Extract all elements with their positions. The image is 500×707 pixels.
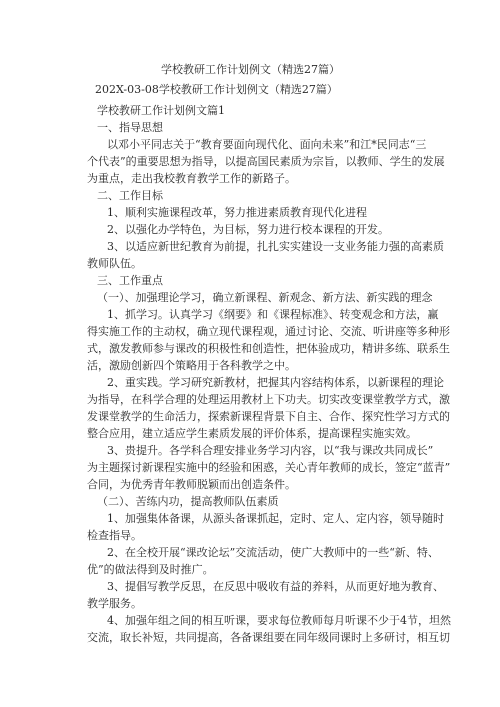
text-line: 教师队伍。: [87, 257, 142, 270]
text-line: 个代表”的重要思想为指导，以提高国民素质为宗旨，以教师、学生的发展: [87, 155, 445, 168]
document-title: 学校教研工作计划例文（精选27篇）: [161, 63, 340, 76]
text-line: 检查指导。: [87, 529, 142, 542]
text-line: 三、工作重点: [97, 274, 163, 287]
text-line: 2、以强化办学特色，为目标，努力进行校本课程的开发。: [107, 223, 389, 236]
text-line: 式，激发教师参与课改的积极性和创造性，把体验成功，精讲多练、联系生: [87, 342, 450, 355]
text-line: 1、顺利实施课程改革，努力推进素质教育现代化进程: [107, 206, 367, 219]
text-line: 4、加强年组之间的相互听课，要求每位教师每月听课不少于4节，坦然: [107, 614, 451, 627]
text-line: （二）、苦练内功，提高教师队伍素质: [97, 495, 279, 508]
text-line: 得实施工作的主动权，确立现代课程观，通过讨论、交流、听讲座等多种形: [87, 325, 450, 338]
text-line: 2、重实践。学习研究新教材，把握其内容结构体系，以新课程的理论: [107, 376, 444, 389]
document-body: [87, 102, 451, 646]
text-line: 学校教研工作计划例文篇1: [97, 104, 225, 117]
text-line: 3、贵提升。各学科合理安排业务学习内容，以“我与课改共同成长”: [107, 444, 434, 457]
text-line: （一）、加强理论学习，确立新课程、新观念、新方法、新实践的理念: [97, 291, 433, 304]
text-line: 1、加强集体备课，从源头备课抓起，定时、定人、定内容，领导随时: [107, 512, 444, 525]
text-line: 3、提倡写教学反思，在反思中吸收有益的养料，从而更好地为教育、: [107, 580, 444, 593]
text-line: 整合应用，建立适应学生素质发展的评价体系，提高课程实施实效。: [87, 427, 417, 440]
document-meta: 202X-03-08学校教研工作计划例文（精选27篇）: [95, 83, 338, 96]
text-line: 3、以适应新世纪教育为前提，扎扎实实建设一支业务能力强的高素质: [107, 240, 444, 253]
text-line: 合同，为优秀青年教师脱颖而出创造条件。: [87, 478, 296, 491]
text-line: 优”的做法得到及时推广。: [87, 563, 214, 576]
text-line: 交流，取长补短，共同提高，各备课组要在同年级同课时上多研讨，相互切: [87, 631, 450, 644]
text-line: 教学服务。: [87, 597, 142, 610]
text-line: 1、抓学习。认真学习《纲要》和《课程标准》、转变观念和方法，赢: [107, 308, 439, 321]
text-line: 为主题探讨新课程实施中的经验和困惑，关心青年教师的成长，签定“蓝青”: [87, 461, 451, 474]
text-line: 2、在全校开展“课改论坛”交流活动，使广大教师中的一些“新、特、: [107, 546, 439, 559]
text-line: 一、指导思想: [97, 121, 163, 134]
text-line: 为重点，走出我校教育教学工作的新路子。: [87, 172, 296, 185]
text-line: 为指导，在科学合理的处理运用教材上下功夫。切实改变课堂教学方式，激: [87, 393, 450, 406]
text-line: 以邓小平同志关于“教育要面向现代化、面向未来”和江*民同志“三: [107, 138, 427, 151]
text-line: 活，激励创新四个策略用于各科教学之中。: [87, 359, 296, 372]
text-line: 二、工作目标: [97, 189, 163, 202]
text-line: 发课堂教学的生命活力，探索新课程背景下自主、合作、探究性学习方式的: [87, 410, 450, 423]
